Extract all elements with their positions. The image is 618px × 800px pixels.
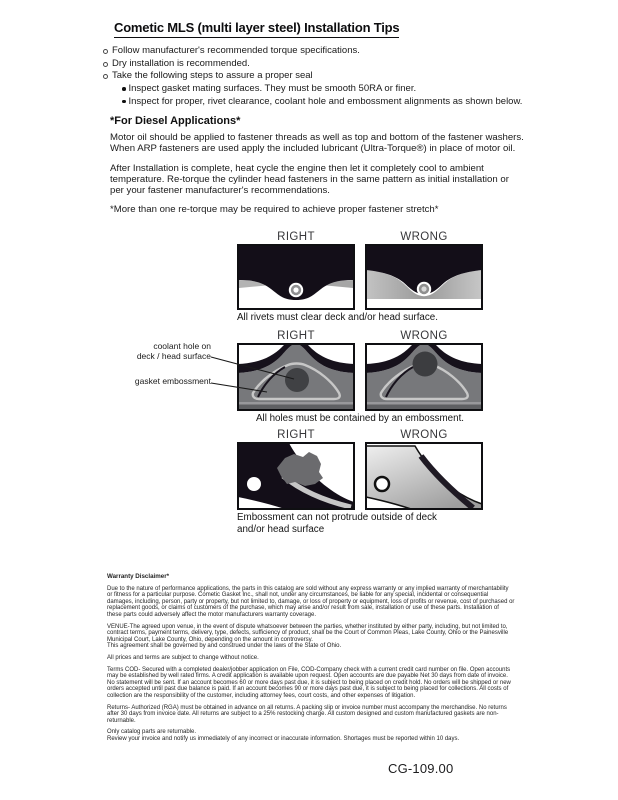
warranty-paragraph: This agreement shall be governed by and construed under the laws of the State of Ohio. <box>107 643 342 650</box>
figure-labels <box>237 429 483 441</box>
right-label: RIGHT <box>277 231 315 243</box>
right-label: RIGHT <box>277 330 315 342</box>
diesel-paragraph: *More than one re-torque may be required to achieve proper fastener stretch* <box>110 204 439 216</box>
figure-panels <box>237 244 483 310</box>
open-bullet-icon <box>103 74 108 79</box>
coolant-hole <box>413 352 438 377</box>
fig2-wrong-diagram <box>365 343 483 411</box>
warranty-disclaimer <box>107 574 515 742</box>
warranty-paragraph: All prices and terms are subject to change without notice. <box>107 654 259 661</box>
fig3-right-diagram <box>237 442 355 510</box>
figure-rivet-clearance <box>237 231 483 324</box>
warranty-paragraph: Returns- Authorized (RGA) must be obtained in advance on all returns. A packing slip or invoice number must accompany the merchandise. No returns after 30 days from invoice date. All returns are subject to a 25% restocking charge. All custom designed and custom manufactured gaskets are non-returnable. <box>107 704 507 724</box>
page-number: CG-109.00 <box>388 761 454 776</box>
list-item <box>122 83 533 96</box>
diesel-heading: *For Diesel Applications* <box>110 115 241 127</box>
bullet-text: Inspect gasket mating surfaces. They must be smooth 50RA or finer. <box>128 83 417 95</box>
open-bullet-icon <box>103 62 108 67</box>
figure-labels <box>237 231 483 243</box>
figure-caption: Embossment can not protrude outside of deck and/or head surface <box>237 512 437 535</box>
wrong-label: WRONG <box>400 429 448 441</box>
warranty-paragraph: Due to the nature of performance applications, the parts in this catalog are sold without any express warranty or any implied warranty of merchantability or fitness for a particular purpose. Cometic Gasket Inc., shall not, under any circumstances, be liable for any special, incidental or consequential damages, including, person, party or property, but not limited to, damage, or loss of property or equipment, loss of profits or revenue, cost of purchased or replacement goods, or claims of customers of the purchase, which may arise and/or result from sale, installation or use of these parts. Installation of these parts could adversely affect the motor manufacturers warranty coverage. <box>107 585 515 618</box>
warranty-paragraph: Only catalog parts are returnable. <box>107 729 197 736</box>
intro-bullet-list <box>103 45 533 109</box>
figure-caption: All rivets must clear deck and/or head surface. <box>237 312 438 323</box>
warranty-paragraph: VENUE-The agreed upon venue, in the event of dispute whatsoever between the parties, whether instituted by either party, including, but not limited to, contract terms, payment terms, delivery, type, defects, sufficiency of product, shall be the Court of Common Pleas, Lake County, Ohio or the Painesville Municipal Court, Lake County, Ohio, depending on the amount in controversy. <box>107 623 509 643</box>
warranty-heading: Warranty Disclaimer* <box>107 573 170 580</box>
wrong-label: WRONG <box>400 330 448 342</box>
fig3-wrong-diagram <box>365 442 483 510</box>
diesel-section <box>110 116 524 225</box>
bolt-hole <box>247 477 261 491</box>
bullet-text: Follow manufacturer's recommended torque specifications. <box>112 45 360 56</box>
list-item <box>103 45 533 58</box>
annotation-coolant-hole: coolant hole on deck / head surface <box>136 341 211 361</box>
fig1-right-diagram <box>237 244 355 310</box>
figure-panels <box>237 442 483 510</box>
page-title: Cometic MLS (multi layer steel) Installation Tips <box>114 20 399 38</box>
bolt-hole <box>375 477 389 491</box>
figure-caption: All holes must be contained by an embossment. <box>255 413 465 424</box>
list-item <box>103 58 533 71</box>
figure-embossment-protrusion <box>237 429 483 535</box>
fig1-wrong-diagram <box>365 244 483 310</box>
warranty-paragraph: Terms COD- Secured with a completed dealer/jobber application on File, COD-Company check with a current credit card number on file. Open accounts may be established by well rated firms. A credit application is available upon request. Open accounts are due payable Net 30 days from date of invoice. No statement will be sent. If an account becomes 60 or more days past due, it is subject to being placed on credit hold. No orders will be shipped or new orders accepted until past due balance is paid. If an account becomes 90 or more days past due, it is subject to being placed for collections. All costs of collection are the responsibility of the customer, including attorney fees, court costs, and other expenses of litigation. <box>107 666 511 699</box>
warranty-paragraph: Review your invoice and notify us immediately of any incorrect or inaccurate information. Shortages must be reported within 10 days. <box>107 735 460 742</box>
list-item <box>122 96 533 109</box>
annotation-gasket-embossment: gasket embossment <box>134 376 211 386</box>
annotation-leader-lines <box>205 340 305 400</box>
wrong-label: WRONG <box>400 231 448 243</box>
diesel-paragraph: Motor oil should be applied to fastener threads as well as top and bottom of the fastener washers. When ARP fasteners are used apply the included lubricant (Ultra-Torque®) in place of motor oil. <box>110 131 524 154</box>
list-item <box>103 70 533 83</box>
bullet-text: Dry installation is recommended. <box>112 57 250 69</box>
open-bullet-icon <box>103 49 108 54</box>
dot-bullet-icon <box>122 100 126 104</box>
bullet-text: Inspect for proper, rivet clearance, coolant hole and embossment alignments as shown below. <box>128 95 523 107</box>
diesel-paragraph: After Installation is complete, heat cycle the engine then let it completely cool to ambient temperature. Re-torque the cylinder head fasteners in the same pattern as initial installation or per your fastener manufacturer's recommendations. <box>110 162 509 196</box>
bullet-text: Take the following steps to assure a proper seal <box>112 70 313 82</box>
right-label: RIGHT <box>277 429 315 441</box>
dot-bullet-icon <box>122 87 126 91</box>
